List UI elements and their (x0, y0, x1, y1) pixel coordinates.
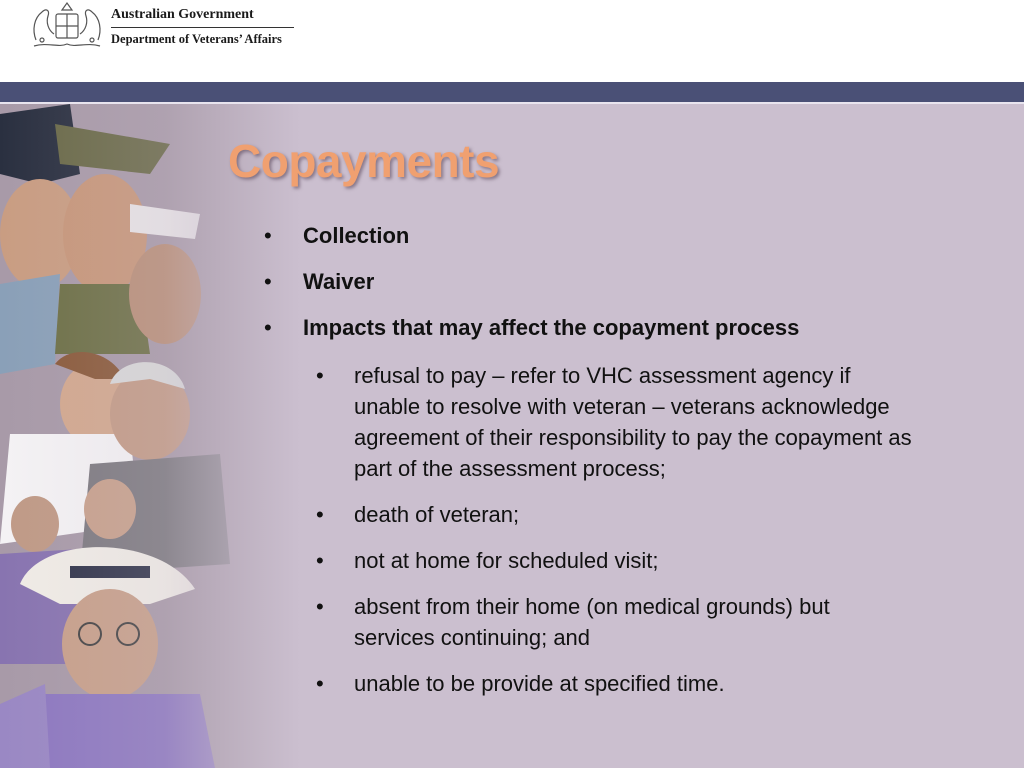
bullet-marker: • (264, 269, 272, 294)
header-band (0, 82, 1024, 102)
sub-bullet-item (264, 668, 954, 699)
bullet-text: Collection (303, 223, 410, 248)
bullet-marker: • (264, 315, 272, 340)
sub-bullet-text: not at home for scheduled visit; (354, 548, 659, 573)
bullet-marker: • (316, 594, 324, 619)
header-bar (0, 0, 1024, 82)
slide-title: Copayments (228, 135, 500, 187)
sub-bullet-text: death of veteran; (354, 502, 520, 527)
coat-of-arms-icon (28, 0, 106, 52)
sub-bullet-item (264, 545, 954, 576)
sub-bullet-text: unable to be provide at specified time. (354, 671, 725, 696)
bullet-item (264, 268, 954, 296)
sub-bullet-text: absent from their home (on medical grounds) but services continuing; and (354, 594, 830, 650)
government-wordmark (111, 6, 294, 47)
bullet-item (264, 222, 954, 250)
wordmark-divider (111, 27, 294, 28)
bullet-marker: • (316, 671, 324, 696)
bullet-marker: • (316, 502, 324, 527)
sub-bullet-item (264, 499, 954, 530)
department-name: Department of Veterans’ Affairs (111, 32, 282, 46)
bullet-marker: • (316, 548, 324, 573)
sub-bullet-item (264, 591, 954, 653)
government-name: Australian Government (111, 7, 254, 22)
sub-bullet-text: refusal to pay – refer to VHC assessment agency if unable to resolve with veteran – veterans acknowledge agreement of their responsibility to pay the copayment as part of the assessment process; (354, 363, 912, 481)
sub-bullet-item (264, 360, 954, 484)
bullet-list (264, 222, 954, 699)
veterans-photo (0, 104, 300, 768)
bullet-marker: • (264, 223, 272, 248)
bullet-text: Waiver (303, 269, 375, 294)
bullet-text: Impacts that may affect the copayment process (303, 315, 800, 340)
bullet-marker: • (316, 363, 324, 388)
slide-content (264, 222, 954, 714)
bullet-item (264, 314, 954, 342)
